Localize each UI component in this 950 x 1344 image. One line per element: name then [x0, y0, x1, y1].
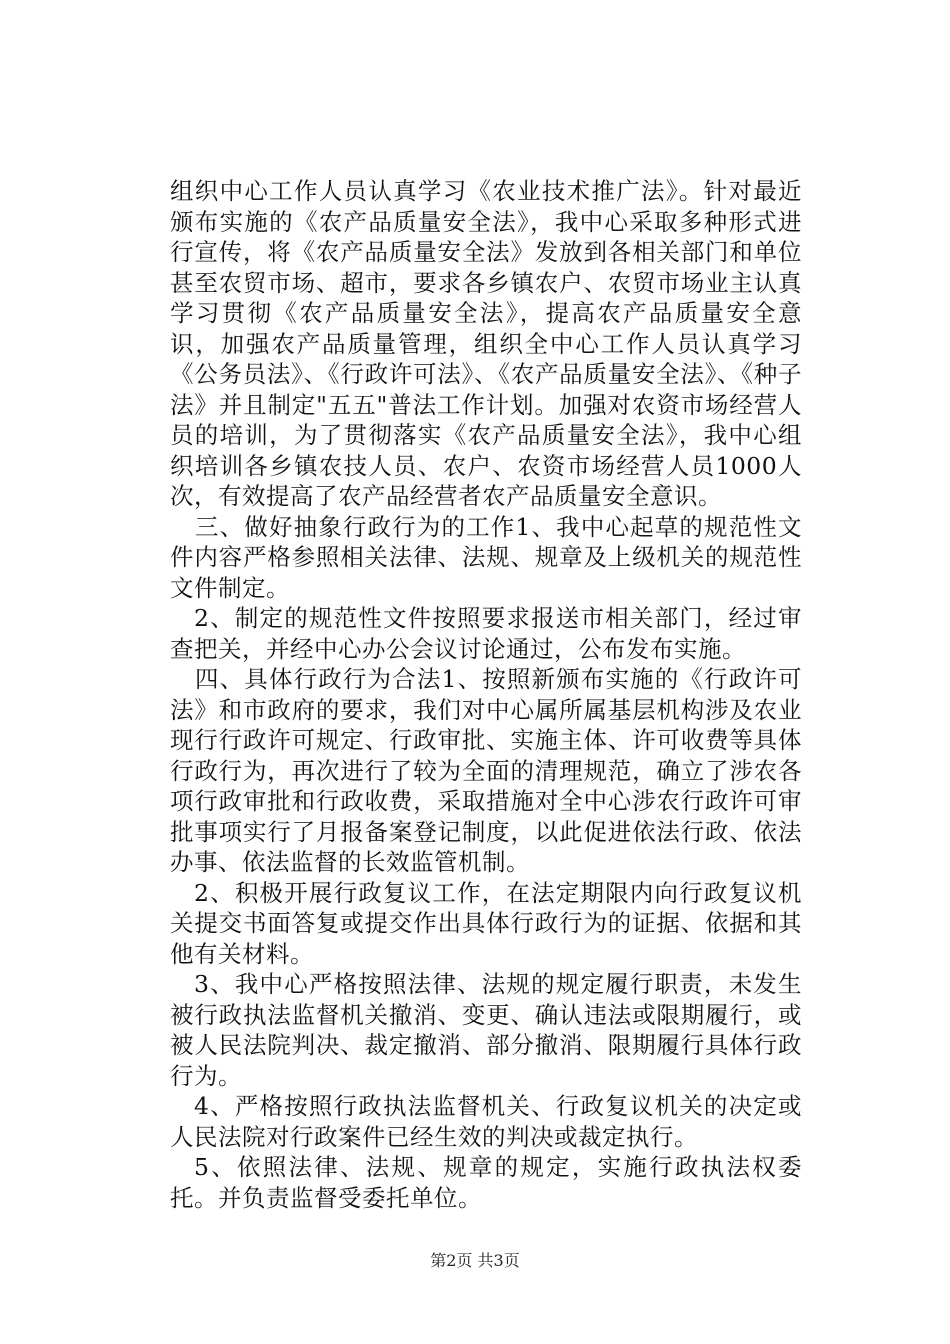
paragraph-4: 四、具体行政行为合法1、按照新颁布实施的《行政许可法》和市政府的要求，我们对中心属所属基层机构涉及农业现行行政许可规定、行政审批、实施主体、许可收费等具体行政行为，再次进行了较为全面的清理规范，确立了涉农各项行政审批和行政收费，采取措施对全中心涉农行政许可审批事项实行了月报备案登记制度，以此促进依法行政、依法办事、依法监督的长效监管机制。: [170, 665, 802, 876]
paragraph-6: 3、我中心严格按照法律、法规的规定履行职责，未发生被行政执法监督机关撤消、变更、确认违法或限期履行，或被人民法院判决、裁定撤消、部分撤消、限期履行具体行政行为。: [170, 970, 802, 1090]
paragraph-7: 4、严格按照行政执法监督机关、行政复议机关的决定或人民法院对行政案件已经生效的判决或裁定执行。: [170, 1092, 802, 1151]
paragraph-5: 2、积极开展行政复议工作，在法定期限内向行政复议机关提交书面答复或提交作出具体行政行为的证据、依据和其他有关材料。: [170, 878, 802, 968]
page-footer: 第2页 共3页: [430, 1251, 520, 1270]
paragraph-3: 2、制定的规范性文件按照要求报送市相关部门，经过审查把关，并经中心办公会议讨论通过，公布发布实施。: [170, 604, 802, 663]
paragraph-1: 组织中心工作人员认真学习《农业技术推广法》。针对最近颁布实施的《农产品质量安全法》，我中心采取多种形式进行宣传，将《农产品质量安全法》发放到各相关部门和单位甚至农贸市场、超市，要求各乡镇农户、农贸市场业主认真学习贯彻《农产品质量安全法》，提高农产品质量安全意识，加强农产品质量管理，组织全中心工作人员认真学习《公务员法》、《行政许可法》、《农产品质量安全法》、《种子法》并且制定"五五"普法工作计划。加强对农资市场经营人员的培训，为了贯彻落实《农产品质量安全法》，我中心组织培训各乡镇农技人员、农户、农资市场经营人员1000人次，有效提高了农产品经营者农产品质量安全意识。: [170, 177, 802, 510]
document-body: [170, 176, 802, 1213]
paragraph-2: 三、做好抽象行政行为的工作1、我中心起草的规范性文件内容严格参照相关法律、法规、规章及上级机关的规范性文件制定。: [170, 512, 802, 602]
paragraph-8: 5、依照法律、法规、规章的规定，实施行政执法权委托。并负责监督受委托单位。: [170, 1153, 802, 1212]
